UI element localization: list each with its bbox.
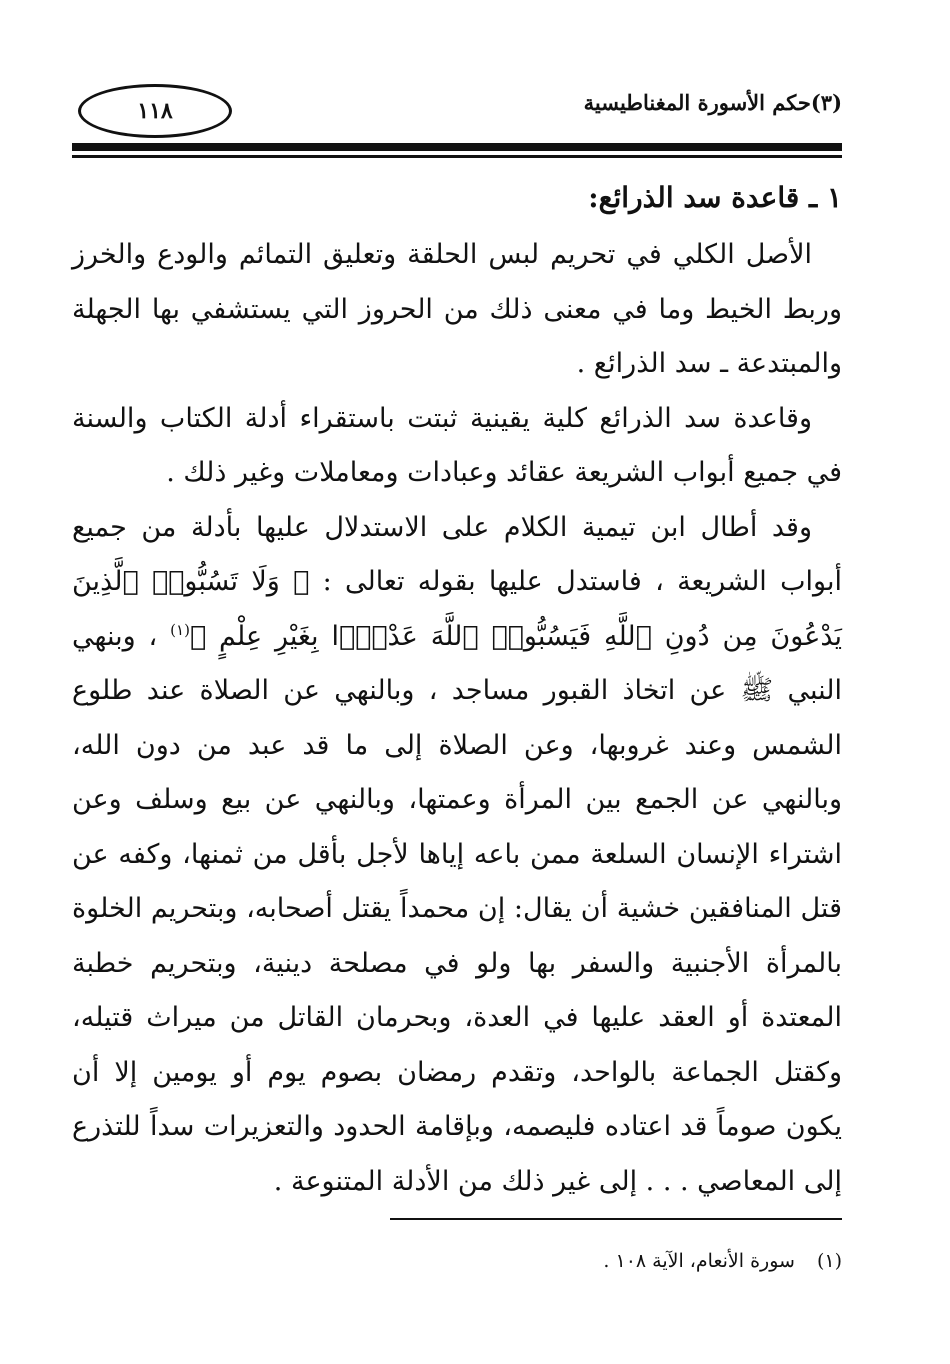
footnote-number: (١) xyxy=(816,1250,842,1272)
running-title: (٣)حكم الأسورة المغناطيسية xyxy=(583,90,842,115)
header-rule-thin xyxy=(72,155,842,158)
paragraph-3-body: ، وبنهي النبي ﷺ عن اتخاذ القبور مساجد ، وبالنهي عن الصلاة عند طلوع الشمس وعند غروبها، وعن الصلاة إلى ما قد عبد من دون الله، وبالنهي عن الجمع بين المرأة وعمتها، وبالنهي عن بيع وسلف وعن اشتراء الإنسان السلعة ممن باعه إياها لأجل بأقل من ثمنها، وكفه عن قتل المنافقين خشية أن يقال: إن محمداً يقتل أصحابه، وبتحريم الخلوة بالمرأة الأجنبية والسفر بها ولو في مصلحة دينية، وبتحريم خطبة المعتدة أو العقد عليها في العدة، وبحرمان القاتل من ميراث قتيله، وكقتل الجماعة بالواحد، وتقدم رمضان بصوم يوم أو يومين إلا أن يكون صوماً قد اعتاده فليصمه، وبإقامة الحدود والتعزيرات سداً للتذرع إلى المعاصي . . . إلى غير ذلك من الأدلة المتنوعة . xyxy=(72,620,842,1197)
quran-verse: ﴿ وَلَا تَسُبُّوا۟ ٱلَّذِينَ يَدْعُونَ مِن دُونِ ٱللَّهِ فَيَسُبُّوا۟ ٱللَّهَ عَدْوًۢا بِغَيْرِ عِلْمٍ ﴾ xyxy=(72,566,843,652)
paragraph-1: الأصل الكلي في تحريم لبس الحلقة وتعليق التمائم والودع والخرز وربط الخيط وما في معنى ذلك من الحروز التي يستشفي بها الجهلة والمبتدعة ـ سد الذرائع . xyxy=(72,239,842,379)
paragraph-2: وقاعدة سد الذرائع كلية يقينية ثبتت باستقراء أدلة الكتاب والسنة في جميع أبواب الشريعة عقائد وعبادات ومعاملات وغير ذلك . xyxy=(72,402,842,488)
footnote-reference[interactable]: (١) xyxy=(170,620,190,639)
footnote xyxy=(603,1250,842,1272)
footnote-text: سورة الأنعام، الآية ١٠٨ . xyxy=(603,1250,795,1272)
paragraph-3-intro: وقد أطال ابن تيمية الكلام على الاستدلال عليها بأدلة من جميع أبواب الشريعة ، فاستدل عليها بقوله تعالى : xyxy=(72,511,842,597)
paragraph-3 xyxy=(72,501,842,1210)
page-number: ١١٨ xyxy=(78,84,232,138)
footnote-separator xyxy=(390,1218,842,1220)
page-header xyxy=(72,78,842,148)
header-rule-thick xyxy=(72,143,842,151)
section-heading: ١ ـ قاعدة سد الذرائع: xyxy=(588,181,842,214)
body-text xyxy=(72,168,842,1209)
